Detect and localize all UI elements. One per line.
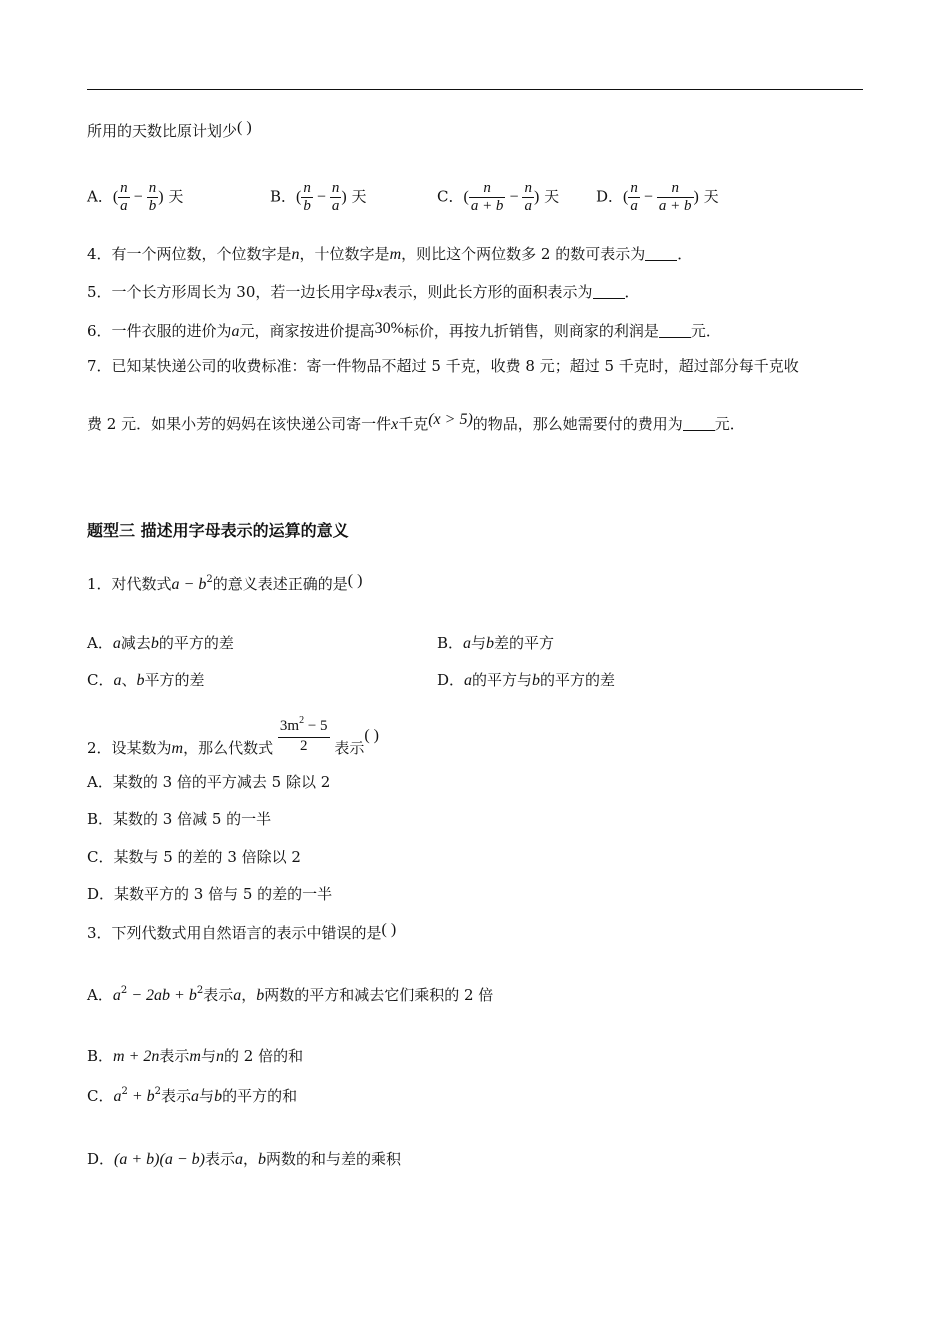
answer-blank[interactable] bbox=[683, 416, 715, 431]
s3q3-option-d[interactable]: D．(a + b)(a − b)表示a，b两数的和与差的乘积 bbox=[87, 1150, 401, 1168]
s3q2-option-d[interactable]: D．某数平方的 3 倍与 5 的差的一半 bbox=[87, 885, 333, 903]
s3-question-1: 1．对代数式$a - b^2$的意义表述正确的是( ) bbox=[87, 572, 363, 593]
s3q3-option-a[interactable]: A．$a^2 - 2ab + b^2$表示a，b两数的平方和减去它们乘积的 2 倍 bbox=[87, 985, 494, 1004]
s3q3-option-c[interactable]: C．$a^2 + b^2$表示a与b的平方的和 bbox=[87, 1086, 298, 1105]
question-4: 4．有一个两位数，个位数字是n，十位数字是m，则比这个两位数多 2 的数可表示为 ． bbox=[87, 245, 693, 263]
question-7-line1: 7．已知某快递公司的收费标准：寄一件物品不超过 5 千克，收费 8 元；超过 5 千克时，超过部分每千克收 bbox=[87, 357, 799, 375]
s3q2-option-c[interactable]: C．某数与 5 的差的 3 倍除以 2 bbox=[87, 848, 301, 866]
s3-question-3: 3．下列代数式用自然语言的表示中错误的是( ) bbox=[87, 921, 397, 942]
answer-blank[interactable] bbox=[645, 246, 677, 261]
s3-question-2: 2．设某数为m，那么代数式 $\frac{3m^2 - 5}{2}$ 表示( ) bbox=[87, 712, 379, 760]
s3q1-option-d[interactable]: D．a的平方与b的平方的差 bbox=[437, 671, 616, 689]
s3q3-option-b[interactable]: B．m + 2n表示m与n的 2 倍的和 bbox=[87, 1047, 304, 1065]
section-title: 题型三 描述用字母表示的运算的意义 bbox=[87, 521, 349, 540]
prev-question-stem: 所用的天数比原计划少( ) bbox=[87, 119, 252, 140]
s3q1-option-a[interactable]: A．a减去b的平方的差 bbox=[87, 634, 234, 652]
question-5: 5．一个长方形周长为 30，若一边长用字母x表示，则此长方形的面积表示为 ． bbox=[87, 283, 640, 301]
question-7-line2: 费 2 元．如果小芳的妈妈在该快递公司寄一件x千克(x > 5)的物品，那么她需要付的费用为 元． bbox=[87, 411, 745, 433]
prev-option-d[interactable]: D．( $\frac{n}{a}$ − $\frac{n}{a + b}$ ) 天 bbox=[596, 180, 719, 214]
s3q1-option-b[interactable]: B．a与b差的平方 bbox=[437, 634, 555, 652]
answer-blank[interactable] bbox=[593, 284, 625, 299]
s3q2-option-b[interactable]: B．某数的 3 倍减 5 的一半 bbox=[87, 810, 272, 828]
prev-option-c[interactable]: C．( $\frac{n}{a + b}$ − $\frac{n}{a}$ ) 天 bbox=[437, 180, 560, 214]
prev-option-a[interactable]: A．( $\frac{n}{a}$ − $\frac{n}{b}$ ) 天 bbox=[87, 180, 184, 214]
s3q1-option-c[interactable]: C．a、b平方的差 bbox=[87, 671, 205, 689]
s3q2-option-a[interactable]: A．某数的 3 倍的平方减去 5 除以 2 bbox=[87, 773, 331, 791]
fraction-expr: $\frac{3m^2 - 5}{2}$ bbox=[278, 712, 330, 755]
question-6: 6．一件衣服的进价为a元，商家按进价提高30%标价，再按九折销售，则商家的利润是 元． bbox=[87, 320, 721, 340]
answer-blank[interactable] bbox=[659, 323, 691, 338]
prev-option-b[interactable]: B．( $\frac{n}{b}$ − $\frac{n}{a}$ ) 天 bbox=[270, 180, 367, 214]
header-rule bbox=[87, 89, 863, 90]
